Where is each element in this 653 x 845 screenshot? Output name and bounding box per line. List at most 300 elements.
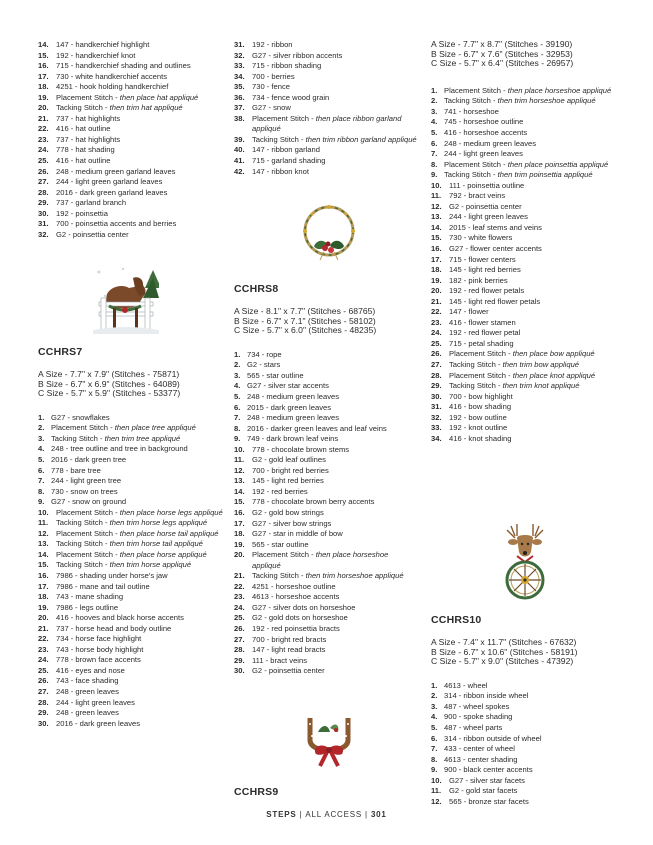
step-thread: Placement Stitch - bbox=[56, 528, 120, 538]
step-item bbox=[38, 645, 223, 656]
step-text bbox=[444, 160, 616, 171]
cchrs10-sizes bbox=[431, 638, 616, 667]
step-number: 33. bbox=[431, 423, 442, 433]
step-number: 29. bbox=[38, 198, 49, 208]
step-text bbox=[444, 170, 616, 181]
step-item bbox=[234, 51, 419, 62]
step-item bbox=[431, 265, 616, 276]
step-item bbox=[38, 508, 223, 519]
step-text bbox=[56, 219, 223, 230]
step-item bbox=[234, 540, 419, 551]
step-item bbox=[431, 423, 616, 434]
step-number: 21. bbox=[431, 296, 442, 306]
step-thread: 147 - light read bracts bbox=[252, 645, 326, 655]
step-number: 13. bbox=[38, 539, 49, 549]
step-text bbox=[252, 571, 419, 582]
step-thread: Placement Stitch - bbox=[449, 349, 513, 359]
step-item bbox=[431, 276, 616, 287]
step-text bbox=[51, 423, 223, 434]
step-item bbox=[38, 666, 223, 677]
step-item bbox=[38, 497, 223, 508]
horse-fence-illustration bbox=[93, 266, 159, 334]
step-item bbox=[38, 82, 223, 93]
step-text bbox=[252, 487, 419, 498]
step-instruction: then trim horse appliqué bbox=[109, 560, 192, 570]
step-thread: 416 - eyes and nose bbox=[56, 665, 125, 675]
step-text bbox=[444, 755, 616, 766]
step-thread: 7986 - mane and tail outline bbox=[56, 581, 150, 591]
step-thread: 192 - red berries bbox=[252, 486, 308, 496]
step-thread: Tacking Stitch - bbox=[444, 170, 498, 180]
step-item bbox=[38, 539, 223, 550]
step-text bbox=[56, 51, 223, 62]
step-text bbox=[252, 508, 419, 519]
step-text bbox=[56, 135, 223, 146]
step-item bbox=[431, 786, 616, 797]
step-number: 18. bbox=[234, 529, 245, 539]
step-thread: 244 - light green leaves bbox=[444, 149, 523, 159]
step-number: 28. bbox=[431, 370, 442, 380]
step-text bbox=[449, 339, 616, 350]
step-item bbox=[431, 223, 616, 234]
step-thread: 145 - light red berries bbox=[449, 265, 521, 275]
step-item bbox=[38, 582, 223, 593]
step-item bbox=[431, 434, 616, 445]
step-number: 13. bbox=[431, 212, 442, 222]
cchrs9-sizes bbox=[431, 40, 616, 69]
reindeer-wheel-illustration bbox=[497, 522, 553, 602]
step-item bbox=[431, 318, 616, 329]
step-item bbox=[234, 624, 419, 635]
step-text bbox=[56, 719, 223, 730]
step-number: 25. bbox=[234, 613, 245, 623]
step-thread: 730 - snow on trees bbox=[51, 486, 118, 496]
step-item bbox=[234, 145, 419, 156]
step-thread: 4251 - hook holding handkerchief bbox=[56, 82, 169, 92]
step-item bbox=[38, 466, 223, 477]
step-number: 10. bbox=[234, 444, 245, 454]
step-number: 6. bbox=[431, 733, 438, 743]
step-instruction: then trim horseshoe appliqué bbox=[305, 571, 404, 581]
step-thread: 314 - ribbon inside wheel bbox=[444, 691, 529, 701]
step-number: 19. bbox=[38, 92, 49, 102]
step-thread: Placement Stitch - bbox=[252, 550, 316, 560]
step-text bbox=[252, 635, 419, 646]
step-text bbox=[444, 86, 616, 97]
step-text bbox=[252, 540, 419, 551]
step-number: 34. bbox=[431, 433, 442, 443]
step-text bbox=[56, 114, 223, 125]
step-number: 16. bbox=[431, 243, 442, 253]
step-number: 17. bbox=[38, 71, 49, 81]
step-text bbox=[252, 497, 419, 508]
step-text bbox=[56, 167, 223, 178]
step-text bbox=[252, 645, 419, 656]
step-number: 23. bbox=[38, 134, 49, 144]
size-c: C Size - 5.7" x 6.4" (Stitches - 26957) bbox=[431, 58, 574, 69]
step-text bbox=[444, 149, 616, 160]
step-number: 25. bbox=[431, 338, 442, 348]
step-text bbox=[252, 582, 419, 593]
step-thread: 2016 - dark green tree bbox=[51, 454, 127, 464]
step-thread: Placement Stitch - bbox=[56, 549, 120, 559]
step-thread: 743 - face shading bbox=[56, 676, 119, 686]
step-item bbox=[431, 233, 616, 244]
step-thread: 700 - bright red berries bbox=[252, 465, 329, 475]
step-number: 2. bbox=[431, 96, 438, 106]
step-text bbox=[444, 96, 616, 107]
step-number: 8. bbox=[431, 754, 438, 764]
size-a: A Size - 7.7" x 7.9" (Stitches - 75871) bbox=[38, 369, 180, 379]
step-item bbox=[38, 434, 223, 445]
step-number: 3. bbox=[431, 106, 438, 116]
step-text bbox=[56, 198, 223, 209]
step-thread: 248 - green leaves bbox=[56, 708, 119, 718]
step-item bbox=[431, 381, 616, 392]
step-item bbox=[234, 61, 419, 72]
step-thread: Tacking Stitch - bbox=[51, 433, 105, 443]
step-thread: 749 - dark brown leaf veins bbox=[247, 434, 339, 444]
step-thread: 145 - light red berries bbox=[252, 476, 324, 486]
step-number: 17. bbox=[38, 581, 49, 591]
step-text bbox=[449, 797, 616, 808]
step-item bbox=[38, 167, 223, 178]
step-thread: G27 - snow bbox=[252, 103, 291, 113]
size-b: B Size - 6.7" x 6.9" (Stitches - 64089) bbox=[38, 378, 180, 389]
step-item bbox=[234, 466, 419, 477]
step-item bbox=[431, 392, 616, 403]
step-text bbox=[449, 423, 616, 434]
step-thread: 715 - flower centers bbox=[449, 254, 516, 264]
step-text bbox=[56, 550, 223, 561]
step-number: 14. bbox=[38, 549, 49, 559]
step-text bbox=[56, 103, 223, 114]
step-thread: 900 - black center accents bbox=[444, 765, 533, 775]
step-thread: Placement Stitch - bbox=[56, 92, 120, 102]
step-thread: 565 - bronze star facets bbox=[449, 796, 529, 806]
cchrs7-steps-continued bbox=[234, 40, 419, 177]
step-thread: 416 - hat outline bbox=[56, 124, 111, 134]
step-text bbox=[449, 286, 616, 297]
step-thread: G2 - gold star facets bbox=[449, 786, 518, 796]
step-instruction: then trim knot appliqué bbox=[502, 381, 580, 391]
step-item bbox=[234, 360, 419, 371]
step-item bbox=[431, 776, 616, 787]
step-item bbox=[234, 645, 419, 656]
step-thread: 2015 - leaf stems and veins bbox=[449, 222, 542, 232]
step-number: 5. bbox=[431, 722, 438, 732]
step-item bbox=[234, 424, 419, 435]
step-text bbox=[56, 708, 223, 719]
cchrs7-title: CCHRS7 bbox=[38, 346, 83, 358]
step-number: 26. bbox=[38, 676, 49, 686]
step-thread: 145 - light red flower petals bbox=[449, 296, 541, 306]
step-thread: 192 - handkerchief knot bbox=[56, 50, 136, 60]
cchrs7-section bbox=[38, 346, 223, 729]
step-item bbox=[234, 392, 419, 403]
step-item bbox=[234, 82, 419, 93]
step-text bbox=[56, 613, 223, 624]
step-thread: 147 - ribbon garland bbox=[252, 145, 320, 155]
step-text bbox=[444, 128, 616, 139]
step-number: 22. bbox=[234, 581, 245, 591]
step-text bbox=[449, 297, 616, 308]
step-number: 34. bbox=[234, 71, 245, 81]
step-item bbox=[234, 582, 419, 593]
step-thread: G27 - flower center accents bbox=[449, 243, 542, 253]
cchrs10-section bbox=[431, 614, 616, 807]
step-item bbox=[38, 613, 223, 624]
step-thread: G27 - silver ribbon accents bbox=[252, 50, 343, 60]
step-item bbox=[234, 529, 419, 540]
step-thread: Tacking Stitch - bbox=[449, 381, 503, 391]
cchrs8-steps bbox=[234, 350, 419, 677]
step-text bbox=[51, 434, 223, 445]
footer-separator-2: | bbox=[365, 810, 368, 819]
step-text bbox=[449, 392, 616, 403]
size-a: A Size - 7.7" x 8.7" (Stitches - 39190) bbox=[431, 39, 573, 49]
step-number: 29. bbox=[234, 655, 245, 665]
step-item bbox=[431, 413, 616, 424]
step-number: 31. bbox=[38, 219, 49, 229]
step-number: 17. bbox=[234, 518, 245, 528]
step-instruction: then place bow appliqué bbox=[512, 349, 595, 359]
step-text bbox=[56, 582, 223, 593]
step-thread: 416 - horseshoe accents bbox=[444, 127, 528, 137]
step-text bbox=[247, 350, 419, 361]
step-number: 21. bbox=[38, 113, 49, 123]
step-instruction: then place horse appliqué bbox=[119, 549, 207, 559]
step-item bbox=[38, 444, 223, 455]
step-thread: 792 - bract veins bbox=[449, 191, 506, 201]
step-text bbox=[449, 223, 616, 234]
step-number: 15. bbox=[38, 50, 49, 60]
step-text bbox=[247, 371, 419, 382]
step-number: 8. bbox=[234, 423, 241, 433]
step-number: 5. bbox=[38, 454, 45, 464]
step-number: 1. bbox=[431, 680, 438, 690]
step-item bbox=[431, 307, 616, 318]
step-thread: Placement Stitch - bbox=[56, 507, 120, 517]
step-text bbox=[252, 72, 419, 83]
step-text bbox=[56, 634, 223, 645]
step-item bbox=[38, 487, 223, 498]
step-item bbox=[431, 117, 616, 128]
step-number: 12. bbox=[431, 201, 442, 211]
step-item bbox=[38, 676, 223, 687]
step-item bbox=[234, 603, 419, 614]
step-thread: 192 - poinsettia bbox=[56, 208, 108, 218]
step-number: 19. bbox=[38, 602, 49, 612]
step-number: 18. bbox=[431, 265, 442, 275]
step-text bbox=[252, 135, 419, 146]
step-item bbox=[38, 145, 223, 156]
step-text bbox=[51, 487, 223, 498]
step-thread: 244 - light green tree bbox=[51, 476, 122, 486]
step-instruction: then trim ribbon garland appliqué bbox=[305, 134, 417, 144]
size-a: A Size - 7.4" x 11.7" (Stitches - 67632) bbox=[431, 637, 577, 647]
step-instruction: then trim horse tail appliqué bbox=[109, 539, 203, 549]
step-item bbox=[431, 244, 616, 255]
step-item bbox=[38, 103, 223, 114]
step-item bbox=[431, 797, 616, 808]
step-text bbox=[56, 93, 223, 104]
step-text bbox=[449, 307, 616, 318]
step-number: 19. bbox=[431, 275, 442, 285]
step-thread: 715 - handkerchief shading and outlines bbox=[56, 61, 191, 71]
step-number: 28. bbox=[38, 697, 49, 707]
step-text bbox=[56, 82, 223, 93]
step-item bbox=[38, 476, 223, 487]
step-thread: 147 - flower bbox=[449, 307, 489, 317]
step-thread: Tacking Stitch - bbox=[252, 571, 306, 581]
step-thread: 730 - white handkerchief accents bbox=[56, 71, 168, 81]
step-number: 32. bbox=[234, 50, 245, 60]
size-b: B Size - 6.7" x 7.6" (Stitches - 32953) bbox=[431, 48, 573, 59]
step-item bbox=[38, 698, 223, 709]
step-thread: 248 - tree outline and tree in background bbox=[51, 444, 188, 454]
step-number: 39. bbox=[234, 134, 245, 144]
step-number: 30. bbox=[234, 666, 245, 676]
step-number: 11. bbox=[431, 786, 442, 796]
step-thread: 192 - knot outline bbox=[449, 423, 508, 433]
step-text bbox=[449, 402, 616, 413]
step-item bbox=[38, 93, 223, 104]
step-number: 30. bbox=[38, 718, 49, 728]
step-number: 12. bbox=[234, 465, 245, 475]
step-text bbox=[449, 244, 616, 255]
step-number: 2. bbox=[38, 423, 45, 433]
step-thread: Placement Stitch - bbox=[444, 159, 508, 169]
step-item bbox=[431, 328, 616, 339]
step-thread: 737 - horse head and body outline bbox=[56, 623, 172, 633]
step-thread: 4613 - center shading bbox=[444, 754, 518, 764]
step-item bbox=[431, 734, 616, 745]
step-thread: 778 - chocolate brown stems bbox=[252, 444, 350, 454]
step-text bbox=[444, 744, 616, 755]
step-text bbox=[444, 765, 616, 776]
step-text bbox=[56, 666, 223, 677]
step-number: 1. bbox=[234, 349, 241, 359]
step-text bbox=[252, 476, 419, 487]
wreath-illustration bbox=[298, 200, 360, 262]
step-text bbox=[247, 381, 419, 392]
step-item bbox=[431, 765, 616, 776]
step-item bbox=[431, 297, 616, 308]
step-item bbox=[234, 656, 419, 667]
step-thread: G27 - star in middle of bow bbox=[252, 529, 343, 539]
step-text bbox=[247, 434, 419, 445]
step-number: 14. bbox=[431, 222, 442, 232]
cchrs7-steps bbox=[38, 413, 223, 729]
step-number: 20. bbox=[38, 103, 49, 113]
step-text bbox=[247, 360, 419, 371]
step-thread: G2 - gold dots on horseshoe bbox=[252, 613, 348, 623]
step-number: 42. bbox=[234, 166, 245, 176]
step-text bbox=[444, 734, 616, 745]
step-text bbox=[444, 712, 616, 723]
step-thread: 416 - hat outline bbox=[56, 156, 111, 166]
step-number: 2. bbox=[431, 691, 438, 701]
step-number: 29. bbox=[38, 708, 49, 718]
step-thread: Tacking Stitch - bbox=[56, 103, 110, 113]
step-item bbox=[38, 518, 223, 529]
step-thread: G27 - silver dots on horseshoe bbox=[252, 602, 356, 612]
step-instruction: then place ribbon garland appliqué bbox=[252, 113, 402, 134]
step-item bbox=[38, 687, 223, 698]
step-instruction: then place poinsettia appliqué bbox=[507, 159, 609, 169]
step-item bbox=[431, 149, 616, 160]
step-number: 9. bbox=[38, 497, 45, 507]
step-number: 26. bbox=[38, 166, 49, 176]
step-thread: 700 - bow highlight bbox=[449, 391, 513, 401]
step-text bbox=[51, 497, 223, 508]
step-text bbox=[449, 371, 616, 382]
step-instruction: then trim tree appliqué bbox=[104, 433, 181, 443]
step-instruction: then place horse legs appliqué bbox=[119, 507, 223, 517]
step-thread: G27 - silver star facets bbox=[449, 775, 525, 785]
step-item bbox=[234, 403, 419, 414]
step-number: 41. bbox=[234, 156, 245, 166]
step-text bbox=[252, 656, 419, 667]
step-item bbox=[234, 350, 419, 361]
cchrs8-title: CCHRS8 bbox=[234, 283, 279, 295]
step-thread: Tacking Stitch - bbox=[56, 539, 110, 549]
step-number: 27. bbox=[431, 360, 442, 369]
step-text bbox=[56, 687, 223, 698]
step-item bbox=[234, 72, 419, 83]
step-number: 19. bbox=[234, 539, 245, 549]
step-text bbox=[449, 202, 616, 213]
step-item bbox=[234, 455, 419, 466]
step-instruction: then trim bow appliqué bbox=[502, 360, 580, 369]
step-number: 27. bbox=[38, 177, 49, 187]
step-item bbox=[431, 255, 616, 266]
step-thread: 416 - knot shading bbox=[449, 433, 512, 443]
step-text bbox=[56, 61, 223, 72]
step-text bbox=[252, 156, 419, 167]
step-thread: G2 - poinsettia center bbox=[449, 201, 522, 211]
step-number: 32. bbox=[38, 229, 49, 239]
step-thread: 2016 - darker green leaves and leaf veins bbox=[247, 423, 387, 433]
step-item bbox=[234, 40, 419, 51]
step-number: 12. bbox=[38, 528, 49, 538]
step-item bbox=[38, 603, 223, 614]
step-instruction: then place tree appliqué bbox=[114, 423, 196, 433]
step-number: 12. bbox=[431, 796, 442, 806]
step-text bbox=[252, 167, 419, 178]
step-text bbox=[56, 645, 223, 656]
step-thread: 778 - bare tree bbox=[51, 465, 101, 475]
step-text bbox=[252, 114, 419, 135]
step-number: 1. bbox=[38, 412, 45, 422]
step-number: 37. bbox=[234, 103, 245, 113]
step-thread: G27 - snow on ground bbox=[51, 497, 127, 507]
cchrs10-title: CCHRS10 bbox=[431, 614, 482, 626]
step-number: 4. bbox=[431, 117, 438, 127]
step-text bbox=[449, 212, 616, 223]
step-thread: G27 - snowflakes bbox=[51, 412, 110, 422]
step-item bbox=[234, 497, 419, 508]
step-thread: 2016 - dark green garland leaves bbox=[56, 187, 168, 197]
step-number: 4. bbox=[234, 381, 241, 391]
step-thread: 416 - bow shading bbox=[449, 402, 512, 412]
cchrs8-sizes bbox=[234, 307, 419, 336]
step-item bbox=[234, 371, 419, 382]
step-number: 28. bbox=[38, 187, 49, 197]
page-number: 301 bbox=[370, 810, 387, 819]
step-item bbox=[431, 181, 616, 192]
